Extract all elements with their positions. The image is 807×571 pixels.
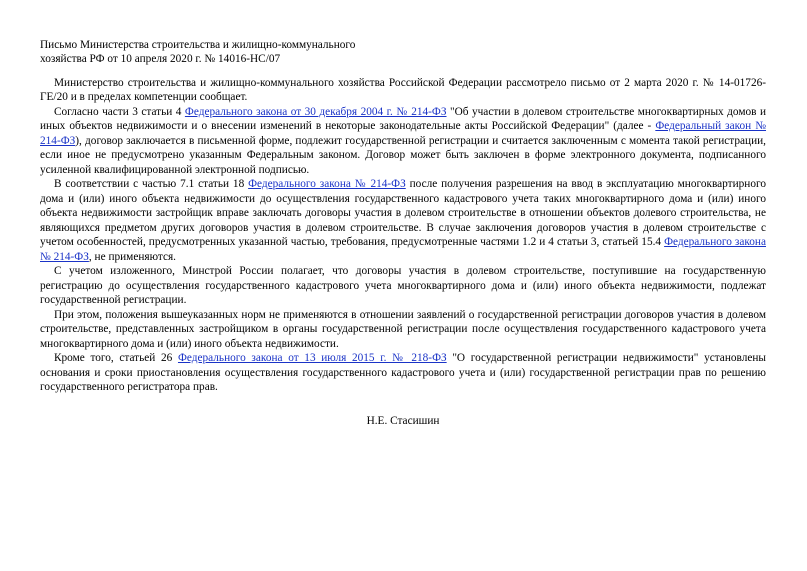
paragraph-4 [40, 264, 766, 308]
document-title-line-2: хозяйства РФ от 10 апреля 2020 г. № 14016-НС/07 [40, 53, 281, 66]
law-link[interactable]: Федерального закона № 214-ФЗ [248, 178, 406, 191]
paragraph-text: С учетом изложенного, Минстрой России полагает, что договоры участия в долевом строительстве, поступившие на государственную регистрацию до осуществления государственного кадастрового учета многоквартирного дома и (или) иного объекта недвижимости, подлежат государственной регистрации. [40, 265, 766, 307]
paragraph-text: Согласно части 3 статьи 4 [54, 105, 185, 118]
paragraph-text: Министерство строительства и жилищно-коммунального хозяйства Российской Федерации рассмотрело письмо от 2 марта 2020 г. № 14-01726-ГЕ/20 и в пределах компетенции сообщает. [40, 76, 766, 104]
document-body [40, 76, 766, 395]
paragraph-text: ), договор заключается в письменной форме, подлежит государственной регистрации и считается заключенным с момента такой регистрации, если иное не предусмотрено указанным Федеральным законом. Договор может быть заключен в форме электронного документа, подписанного усиленной квалифицированной электронной подписью. [40, 134, 766, 176]
paragraph-5 [40, 308, 766, 352]
paragraph-1 [40, 76, 766, 105]
law-link[interactable]: Федерального закона от 13 июля 2015 г. № 218-ФЗ [177, 352, 447, 365]
paragraph-text: "О государственной регистрации недвижимости" установлены основания и сроки приостановления осуществления государственного кадастрового учета и (или) государственной регистрации прав по решению государственного регистратора прав. [40, 352, 766, 394]
law-link[interactable]: Федерального закона от 30 декабря 2004 г. № 214-ФЗ [184, 105, 447, 118]
document-title-line-1: Письмо Министерства строительства и жилищно-коммунального [40, 39, 356, 51]
law-link[interactable]: Федерального закона № 214-ФЗ [40, 236, 766, 263]
paragraph-6 [40, 351, 766, 395]
paragraph-text: после получения разрешения на ввод в эксплуатацию многоквартирного дома и (или) иного объекта недвижимости до осуществления государственного кадастрового учета таких многоквартирного дома и (или) иного объекта недвижимости застройщик вправе заключать договоры участия в долевом строительстве в отношении объектов долевого строительства, не являющихся предметом других договоров участия в долевом строительстве. В случае заключения договоров участия в долевом строительстве с учетом особенностей, предусмотренных указанной частью, требования, предусмотренные частями 1.2 и 4 статьи 3, статьей 15.4 [40, 178, 766, 249]
document-page [40, 38, 766, 428]
paragraph-text: В соответствии с частью 7.1 статьи 18 [54, 178, 249, 191]
paragraph-2 [40, 105, 766, 178]
paragraph-text: Кроме того, статьей 26 [54, 352, 178, 365]
paragraph-text: , не применяются. [88, 250, 176, 263]
signature: Н.Е. Стасишин [366, 414, 440, 427]
paragraph-3 [40, 177, 766, 264]
paragraph-text: "Об участии в долевом строительстве многоквартирных домов и иных объектов недвижимости и о внесении изменений в некоторые законодательные акты Российской Федерации" (далее - [40, 105, 766, 133]
law-link[interactable]: Федеральный закон № 214-ФЗ [40, 120, 767, 147]
document-heading [40, 38, 766, 67]
paragraph-text: При этом, положения вышеуказанных норм не применяются в отношении заявлений о государственной регистрации договоров участия в долевом строительстве, представленных застройщиком в органы государственной регистрации после осуществления государственного кадастрового учета многоквартирного дома и (или) иного объекта недвижимости. [40, 308, 766, 350]
